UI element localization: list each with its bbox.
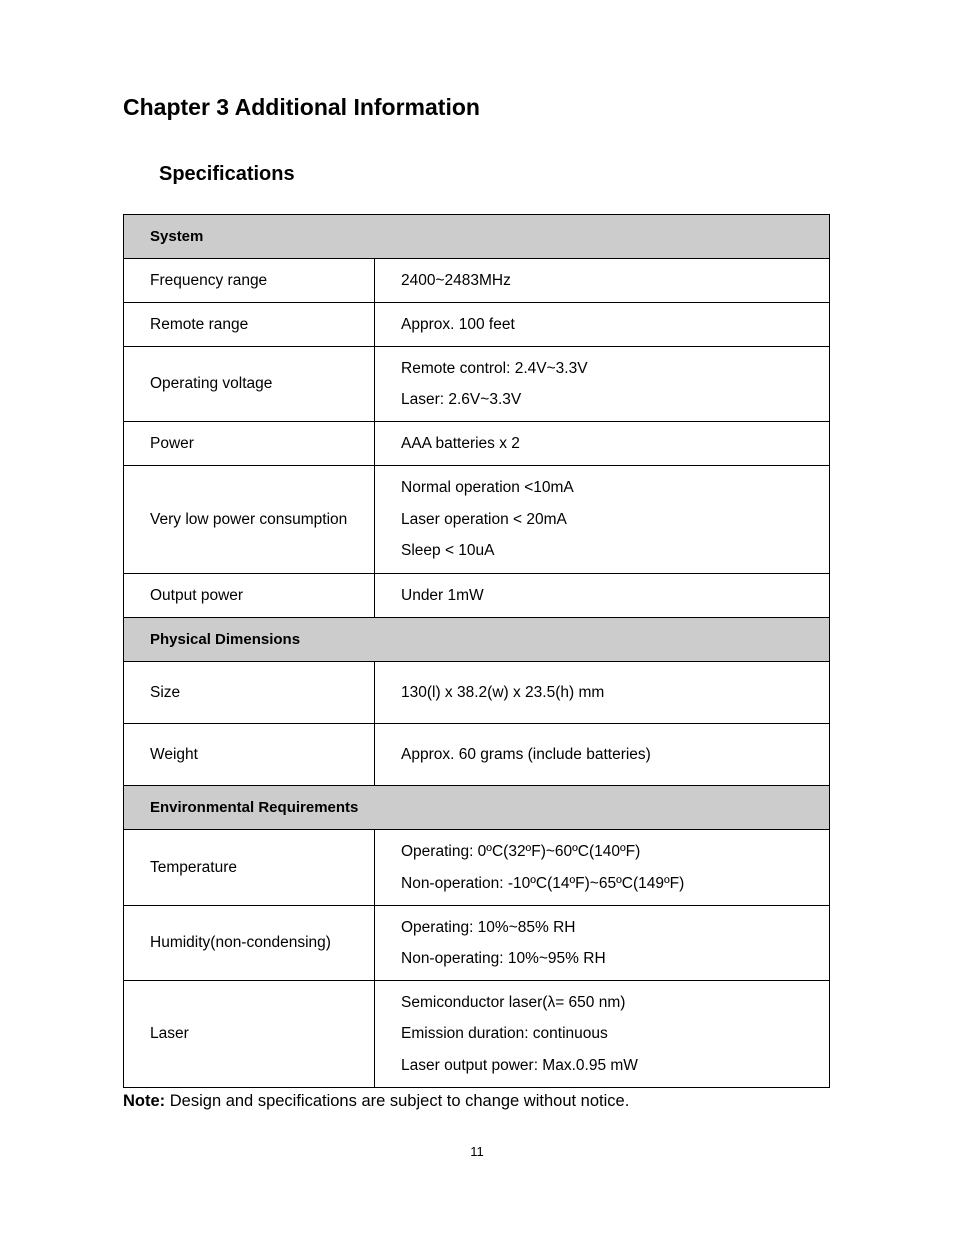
table-row: [124, 347, 830, 422]
spec-value-line: 2400~2483MHz: [401, 271, 511, 289]
spec-label: Frequency range: [124, 259, 375, 303]
page-number: 11: [470, 1144, 484, 1159]
table-row: [124, 662, 830, 724]
note-text: Design and specifications are subject to change without notice.: [165, 1092, 630, 1110]
spec-value: [375, 981, 830, 1088]
section-title: Specifications: [159, 163, 295, 185]
group-title: Physical Dimensions: [124, 618, 830, 662]
spec-value: [375, 422, 830, 466]
spec-value-line: Non-operating: 10%~95% RH: [401, 950, 606, 967]
spec-value-line: Semiconductor laser(λ= 650 nm): [401, 993, 626, 1011]
group-header-row: [124, 618, 830, 662]
spec-label: Temperature: [124, 830, 375, 906]
spec-value-line: Operating: 0ºC(32ºF)~60ºC(140ºF): [401, 843, 641, 860]
spec-value: [375, 662, 830, 724]
specifications-table: [123, 214, 830, 1088]
table-row: [124, 574, 830, 618]
spec-value: [375, 303, 830, 347]
spec-value-line: Sleep < 10uA: [401, 542, 495, 560]
group-header-row: [124, 215, 830, 259]
spec-value: [375, 574, 830, 618]
spec-value: [375, 830, 830, 906]
spec-value-line: Laser operation < 20mA: [401, 510, 567, 528]
table-row: [124, 830, 830, 906]
spec-value-line: 130(l) x 38.2(w) x 23.5(h) mm: [401, 683, 605, 701]
spec-value-line: Normal operation <10mA: [401, 479, 574, 497]
table-row: [124, 303, 830, 347]
spec-label: Laser: [124, 981, 375, 1088]
spec-value-line: Operating: 10%~85% RH: [401, 918, 576, 936]
group-title: System: [124, 215, 830, 259]
table-row: [124, 422, 830, 466]
spec-value: [375, 466, 830, 574]
spec-value-line: Laser: 2.6V~3.3V: [401, 391, 522, 408]
spec-value-line: Laser output power: Max.0.95 mW: [401, 1056, 638, 1074]
spec-value: [375, 906, 830, 981]
table-row: [124, 466, 830, 574]
spec-label: Remote range: [124, 303, 375, 347]
spec-value-line: Non-operation: -10ºC(14ºF)~65ºC(149ºF): [401, 874, 685, 892]
spec-label: Humidity(non-condensing): [124, 906, 375, 981]
spec-value-line: Under 1mW: [401, 586, 484, 604]
group-title: Environmental Requirements: [124, 786, 830, 830]
spec-value-line: Approx. 60 grams (include batteries): [401, 745, 651, 763]
spec-value-line: Emission duration: continuous: [401, 1025, 608, 1043]
footnote: [123, 1092, 629, 1111]
spec-value-line: Approx. 100 feet: [401, 315, 515, 333]
spec-label: Weight: [124, 724, 375, 786]
spec-value: [375, 347, 830, 422]
spec-label: Output power: [124, 574, 375, 618]
spec-label: Size: [124, 662, 375, 724]
chapter-title: Chapter 3 Additional Information: [123, 94, 480, 120]
spec-value-line: AAA batteries x 2: [401, 434, 520, 452]
table-row: [124, 981, 830, 1088]
table-row: [124, 724, 830, 786]
group-header-row: [124, 786, 830, 830]
table-row: [124, 259, 830, 303]
spec-label: Very low power consumption: [124, 466, 375, 574]
spec-value-line: Remote control: 2.4V~3.3V: [401, 359, 588, 377]
spec-value: [375, 724, 830, 786]
spec-value: [375, 259, 830, 303]
spec-label: Power: [124, 422, 375, 466]
spec-label: Operating voltage: [124, 347, 375, 422]
note-label: Note:: [123, 1092, 166, 1110]
table-row: [124, 906, 830, 981]
